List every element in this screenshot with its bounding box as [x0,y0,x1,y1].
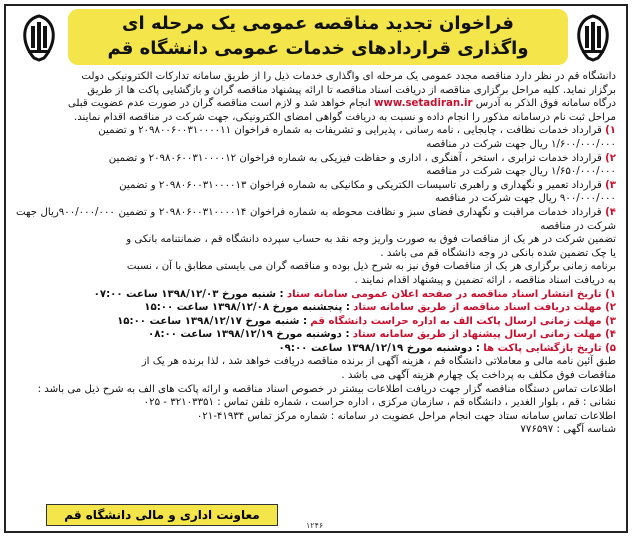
contract-item [16,124,616,138]
contract-item [16,152,616,166]
schedule-item [16,342,616,356]
closing-line: اطلاعات تماس دستگاه مناقصه گزار جهت دریافت اطلاعات بیشتر در خصوص اسناد مناقصه و ارائه پاکت های الف به شرح ذیل می باشد : [37,383,616,395]
guarantee-line: تضمین شرکت در هر یک از مناقصات فوق به صورت واریز وجه نقد به حساب سپرده دانشگاه قم ، ضمانتنامه بانکی و [126,234,616,246]
item-number: ۲) [605,152,616,164]
signature-box: معاونت اداری و مالی دانشگاه قم [46,504,278,526]
schedule-item [16,315,616,329]
ad-id: شناسه آگهی : ۷۷۶۵۹۷ [520,424,616,436]
intro-line: مراحل ثبت نام درسامانه مذکور را انجام داده و نسبت به دریافت گواهی امضای الکترونیکی، جهت شرکت در مناقصه اقدام نمایند. [73,111,616,123]
guarantee-line: برنامه زمانی برگزاری هر یک از مناقصات فوق نیز به شرح ذیل بوده و مناقصه گران می بایستی مطابق با آن ، نسبت [126,261,616,273]
title-line-2: واگذاری قراردادهای خدمات عمومی دانشگاه قم [107,38,529,59]
schedule-item [16,288,616,302]
guarantee-line: به دریافت اسناد مناقصه ، ارائه تضمین و پیشنهاد اقدام نمایند . [354,274,616,286]
title-banner [68,9,568,65]
schedule-value: : شنبه مورخ ۱۳۹۸/۱۲/۰۳ ساعت ۰۷:۰۰ [93,288,284,300]
intro-text: درگاه سامانه فوق الذکر به آدرس [475,98,616,110]
schedule-value: : دوشنبه مورخ ۱۳۹۸/۱۲/۱۹ ساعت ۰۸:۰۰ [148,329,350,341]
closing-line: اطلاعات تماس سامانه ستاد جهت انجام مراحل عضویت در سامانه : شماره مرکز تماس ۴۱۹۳۴-۰۲۱ [196,410,616,422]
contract-item-cont: ۹۰۰/۰۰۰/۰۰۰ ریال جهت شرکت در مناقصه [435,193,616,205]
schedule-item [16,328,616,342]
page-number: ۱۲۴۶ [306,521,324,530]
intro-text: انجام خواهد شد و لازم است مناقصه گران در صورت عدم عضویت قبلی [67,98,371,110]
announcement-body [16,70,616,437]
title-line-1: فراخوان تجدید مناقصه عمومی یک مرحله ای [122,13,514,34]
university-logo-right [568,12,618,64]
item-number: ۴) [605,206,616,218]
closing-line: طبق آئین نامه مالی و معاملاتی دانشگاه قم ، هزینه آگهی از برنده مناقصه دریافت خواهد شد ، لذا برنده هر یک از [141,356,616,368]
intro-line [16,97,616,111]
item-text: قرارداد خدمات ترابری ، استخر ، آهنگری ، اداری و حفاظت فیزیکی به شماره فراخوان ۲۰۹۸۰۶۰۰۳۱۰۰۰۰۱۲ و تضمین [108,152,602,164]
item-text: قرارداد تعمیر و نگهداری و راهبری تاسیسات الکتریکی و مکانیکی به شماره فراخوان ۲۰۹۸۰۶۰۰۳۱۰۰۰۰۱۳ و تضمین [119,179,602,191]
item-text: قرارداد خدمات نظافت ، چابجایی ، نامه رسانی ، پذیرایی و تشریفات به شماره فراخوان ۲۰۹۸۰۰۶۰۰۳۱۰۰۰۰۱۱ و تضمین [98,125,602,137]
schedule-value: : پنجشنبه مورخ ۱۳۹۸/۱۲/۰۸ ساعت ۱۵:۰۰ [144,302,350,314]
schedule-label: ۵) تاریخ بازگشایی پاکت ها [483,342,616,354]
schedule-item [16,301,616,315]
contract-item [16,179,616,193]
schedule-label: ۴) مهلت زمانی ارسال پیشنهاد از طریق سامانه ستاد [352,329,616,341]
contract-item [16,206,616,233]
announcement-frame [4,4,628,533]
setadiran-link[interactable]: www.setadiran.ir [374,98,473,110]
university-logo-left [14,12,64,64]
schedule-value: : دوشنبه مورخ ۱۳۹۸/۱۲/۱۹ ساعت ۰۹:۰۰ [278,342,480,354]
closing-line: نشانی : قم ، بلوار الغدیر ، دانشگاه قم ، سازمان مرکزی ، اداره حراست ، شماره تلفن تماس : ۳۲۱۰۳۳۵۱ - ۰۲۵ [143,397,616,409]
contract-item-cont: ۱/۶۵۰/۰۰۰/۰۰۰ ریال جهت شرکت در مناقصه [426,166,616,178]
contract-item-cont: ۱/۶۰۰/۰۰۰/۰۰۰ ریال جهت شرکت در مناقصه [426,138,616,150]
item-number: ۳) [605,179,616,191]
schedule-label: ۲) مهلت دریافت اسناد مناقصه از طریق سامانه ستاد [353,302,616,314]
guarantee-line: یا چک تضمین شده بانکی در وجه دانشگاه قم می باشد . [380,247,616,259]
item-number: ۱) [605,125,616,137]
schedule-value: : شنبه مورخ ۱۳۹۸/۱۲/۱۷ ساعت ۱۵:۰۰ [117,315,308,327]
schedule-label: ۳) مهلت زمانی ارسال پاکت الف به اداره حراست دانشگاه قم [310,315,616,327]
intro-line: دانشگاه قم در نظر دارد مناقصه مجدد عمومی یک مرحله ای واگذاری خدمات ذیل را از طریق سامانه تدارکات الکترونیکی دولت [81,71,616,82]
schedule-label: ۱) تاریخ انتشار اسناد مناقصه در صفحه اعلان عمومی سامانه ستاد [286,288,616,300]
item-text: قرارداد خدمات مراقبت و نگهداری فضای سبز و نظافت محوطه به شماره فراخوان ۲۰۹۸۰۶۰۰۳۱۰۰۰۰۱۴ و تضمین ۹۰۰/۰۰۰/۰۰۰ریال جهت شرکت در مناقصه [16,206,616,232]
intro-line: برگزار نماید. کلیه مراحل برگزاری مناقصه از دریافت اسناد مناقصه تا ارائه پیشنهاد مناقصه گران و بازگشایی پاکت ها از طریق [87,84,616,96]
closing-line: مناقصات فوق مکلف به پرداخت یک چهارم هزینه آگهی می باشد . [341,370,616,382]
